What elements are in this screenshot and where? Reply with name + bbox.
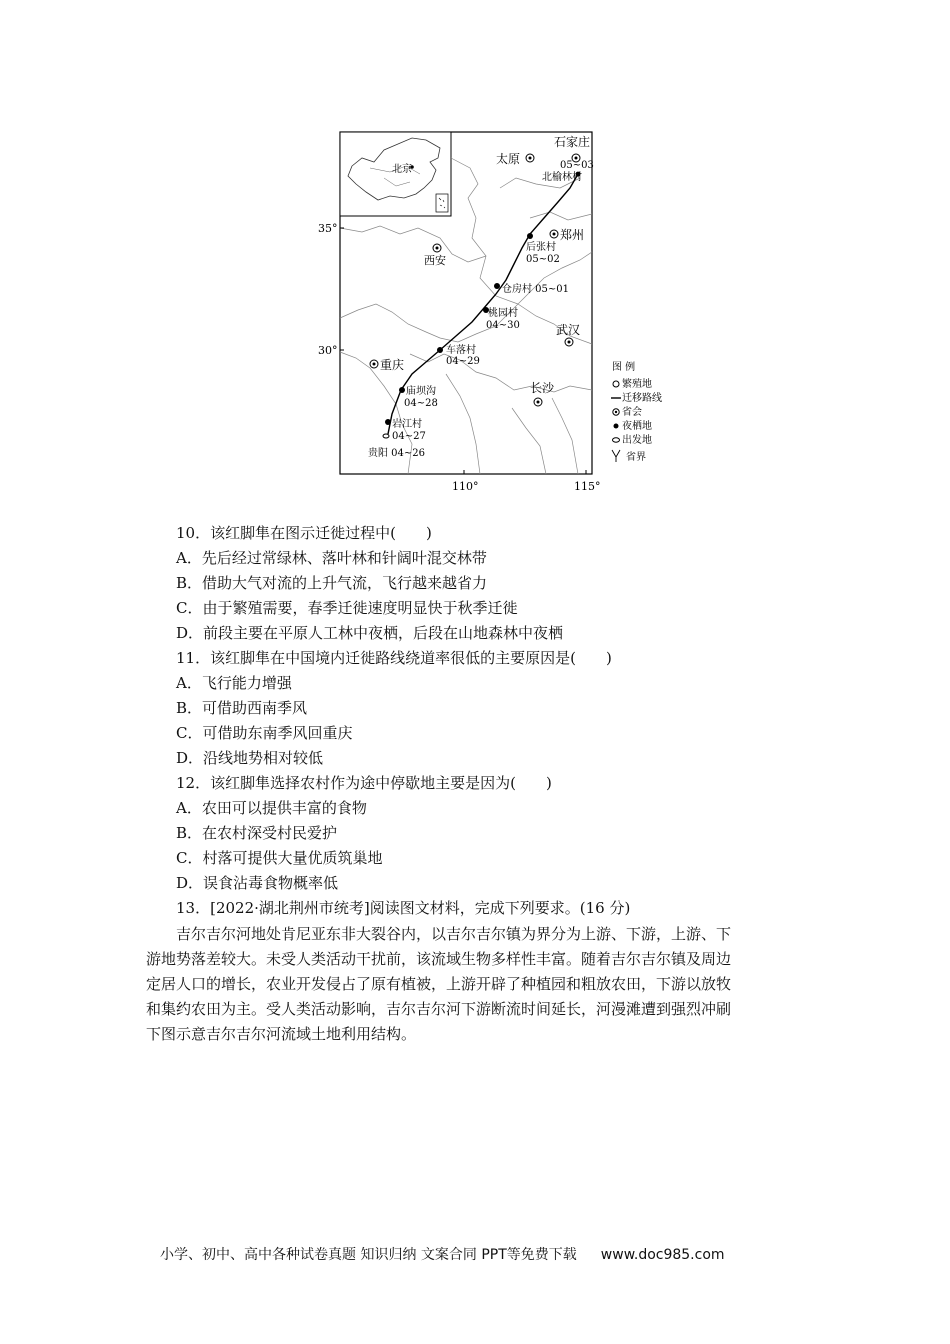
- question-11-option-b: B．可借助西南季风: [176, 699, 308, 717]
- label-shijiazhuang: 石家庄: [554, 135, 591, 149]
- label-guiyang: 贵阳 04~26: [368, 448, 426, 459]
- question-11-option-c: C．可借助东南季风回重庆: [176, 724, 353, 742]
- lat-label-35: 35°: [318, 222, 338, 235]
- legend-departure-icon: [613, 438, 620, 442]
- label-miaobagou-date: 04~28: [404, 398, 438, 409]
- label-miaobagou: 庙坝沟: [406, 386, 436, 397]
- q13-paragraph-line-4: 和集约农田为主。受人类活动影响，吉尔吉尔河下游断流时间延长，河漫滩遭到强烈冲刷: [146, 1000, 732, 1018]
- footer-text: 小学、初中、高中各种试卷真题 知识归纳 文案合同 PPT等免费下载: [160, 1247, 577, 1263]
- departure-marker: [383, 434, 389, 438]
- label-taoyuan: 桃园村: [488, 308, 518, 319]
- legend-boundary: 省界: [626, 452, 646, 463]
- legend-roost-icon: [614, 424, 619, 429]
- legend-title: 图 例: [612, 362, 636, 373]
- label-houzhang: 后张村: [526, 242, 556, 253]
- legend-boundary-icon: [612, 450, 620, 462]
- label-wuhan: 武汉: [556, 323, 581, 337]
- label-changsha: 长沙: [530, 381, 555, 395]
- legend-roost: 夜栖地: [622, 421, 652, 432]
- label-beiyulin: 北榆林村: [542, 172, 582, 183]
- question-12-stem: 12．该红脚隼选择农村作为途中停歇地主要是因为( ): [176, 774, 552, 792]
- question-12-option-b: B．在农村深受村民爱护: [176, 824, 338, 842]
- lon-label-110: 110°: [452, 480, 479, 493]
- legend-route: 迁移路线: [622, 393, 662, 404]
- legend-capital-icon-center: [615, 411, 617, 413]
- q13-paragraph-line-5: 下图示意吉尔吉尔河流域土地利用结构。: [146, 1025, 417, 1043]
- question-13-stem: 13．[2022·湖北荆州市统考]阅读图文材料，完成下列要求。(16 分): [176, 899, 631, 917]
- inset-beijing-label: 北京: [392, 164, 412, 175]
- label-yanjiang-date: 04~27: [392, 431, 426, 442]
- map-legend: [611, 360, 662, 463]
- label-cangfang: 仓房村 05~01: [502, 284, 570, 295]
- migration-route-map: [300, 128, 700, 500]
- label-cheluo-date: 04~29: [446, 356, 480, 367]
- label-chongqing: 重庆: [380, 358, 405, 372]
- lon-label-115: 115°: [574, 480, 601, 493]
- label-taoyuan-date: 04~30: [486, 320, 520, 331]
- q13-paragraph-line-3: 定居人口的增长，农业开发侵占了原有植被，上游开辟了种植园和粗放农田，下游以放牧: [146, 975, 732, 993]
- q13-paragraph-line-2: 游地势落差较大。未受人类活动干扰前，该流域生物多样性丰富。随着吉尔吉尔镇及周边: [146, 950, 732, 968]
- footer-site-link[interactable]: www.doc985.com: [600, 1247, 725, 1263]
- question-11-option-d: D．沿线地势相对较低: [176, 749, 324, 767]
- question-10-stem: 10．该红脚隼在图示迁徙过程中( ): [176, 524, 432, 542]
- lat-label-30: 30°: [318, 344, 338, 357]
- q13-paragraph-line-1: 吉尔吉尔河地处肯尼亚东非大裂谷内，以吉尔吉尔镇为界分为上游、下游，上游、下: [176, 925, 732, 943]
- question-12-option-c: C．村落可提供大量优质筑巢地: [176, 849, 383, 867]
- question-12-option-a: A．农田可以提供丰富的食物: [176, 799, 367, 817]
- question-10-option-b: B．借助大气对流的上升气流，飞行越来越省力: [176, 574, 488, 592]
- question-12-option-d: D．误食沾毒食物概率低: [176, 874, 339, 892]
- legend-capital: 省会: [622, 407, 642, 418]
- label-cheluo: 车落村: [446, 345, 476, 356]
- page-footer: [160, 1244, 725, 1264]
- legend-departure: 出发地: [622, 435, 652, 446]
- question-11-stem: 11．该红脚隼在中国境内迁徙路线绕道率很低的主要原因是( ): [176, 649, 612, 667]
- legend-breeding-icon: [613, 381, 619, 387]
- question-10-option-a: A．先后经过常绿林、落叶林和针阔叶混交林带: [176, 549, 487, 567]
- label-yanjiang: 岩江村: [392, 419, 422, 430]
- question-11-option-a: A．飞行能力增强: [176, 674, 292, 692]
- label-houzhang-date: 05~02: [526, 254, 560, 265]
- label-shijiazhuang-date: 05~03: [560, 160, 594, 171]
- question-10-option-d: D．前段主要在平原人工林中夜栖，后段在山地森林中夜栖: [176, 624, 564, 642]
- label-xian: 西安: [424, 254, 446, 267]
- label-zhengzhou: 郑州: [560, 228, 585, 242]
- legend-breeding: 繁殖地: [622, 379, 652, 390]
- question-10-option-c: C．由于繁殖需要，春季迁徙速度明显快于秋季迁徙: [176, 599, 518, 617]
- label-taiyuan: 太原: [496, 152, 521, 166]
